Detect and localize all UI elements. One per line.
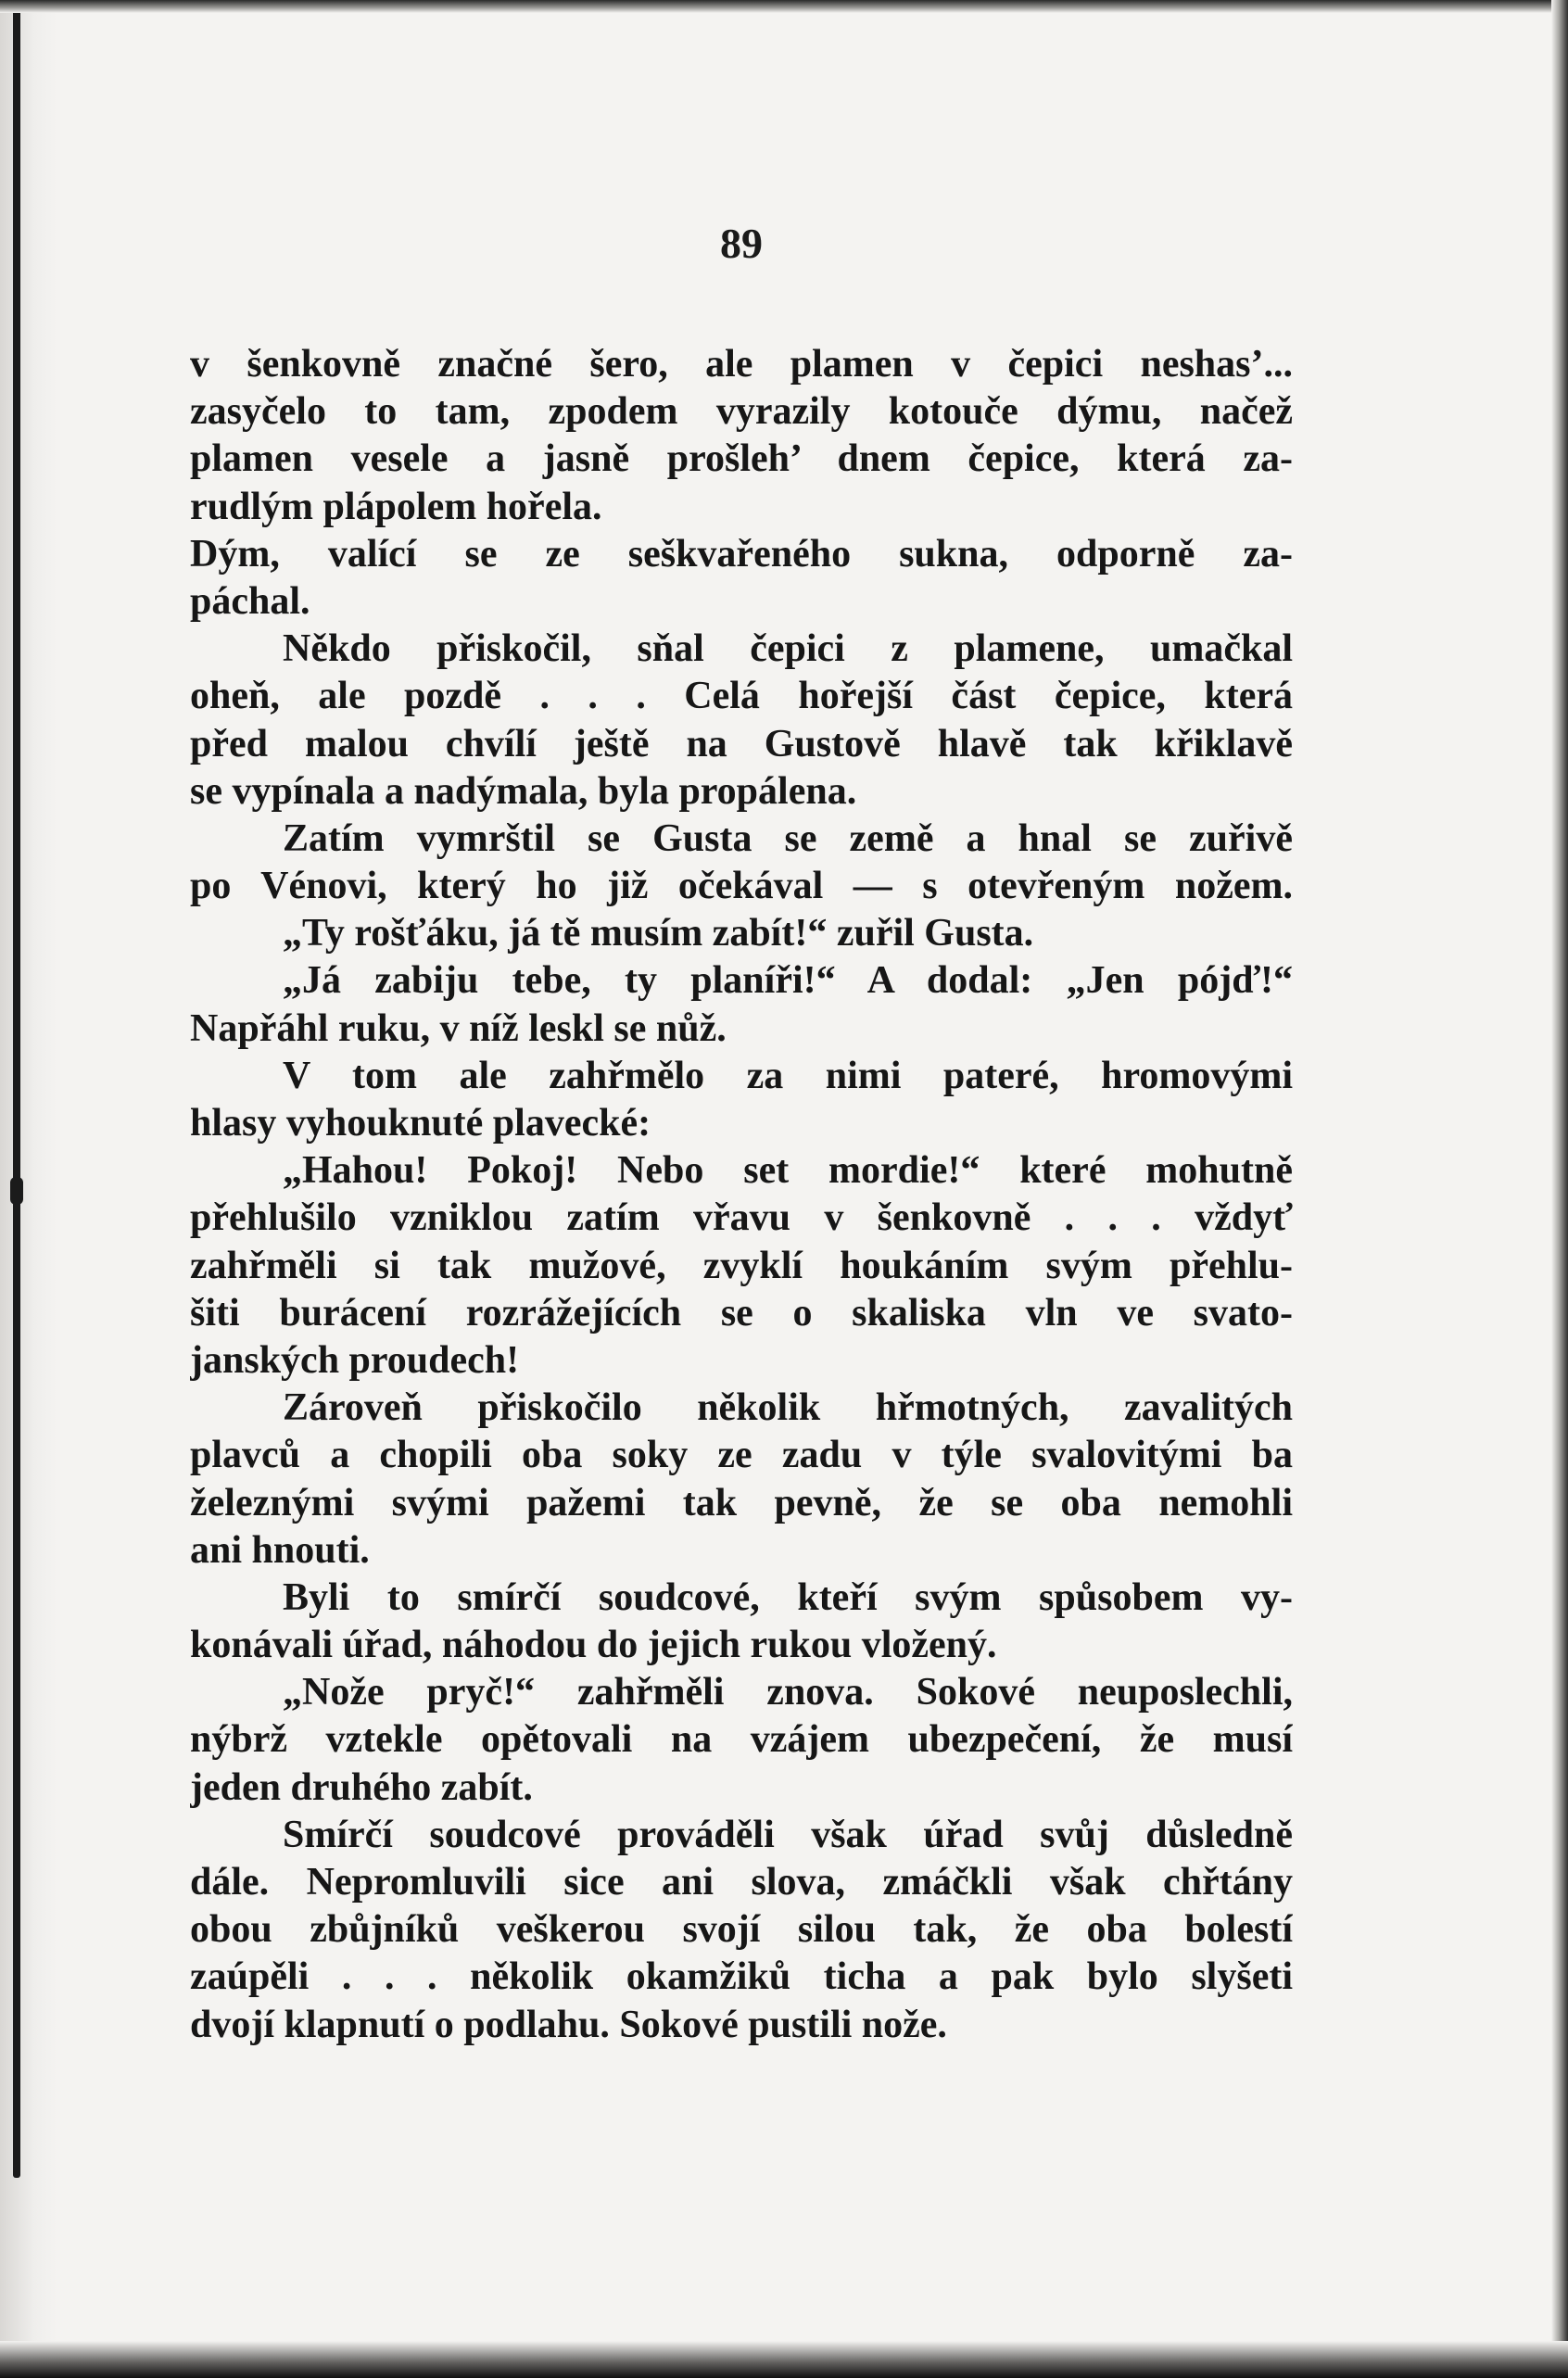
text-line: se vypínala a nadýmala, byla propálena. xyxy=(190,769,857,813)
text-line: přehlušilo vzniklou zatím vřavu v šenkovně . . . vždyť xyxy=(190,1196,1293,1240)
text-line: „Ty rošťáku, já tě musím zabít!“ zuřil Gusta. xyxy=(283,912,1034,955)
text-line: „Hahou! Pokoj! Nebo set mordie!“ které mohutně xyxy=(283,1149,1293,1193)
text-line: „Já zabiju tebe, ty planíři!“ A dodal: „Jen pójď!“ xyxy=(283,959,1293,1003)
text-line: nýbrž vztekle opětovali na vzájem ubezpečení, že musí xyxy=(190,1718,1293,1762)
bottom-page-edge xyxy=(0,2341,1568,2378)
text-line: Byli to smírčí soudcové, kteří svým spůsobem vy- xyxy=(283,1575,1293,1619)
text-line: před malou chvílí ještě na Gustově hlavě tak křiklavě xyxy=(190,722,1293,765)
text-line: páchal. xyxy=(190,579,310,623)
text-line: Zatím vymrštil se Gusta se země a hnal se zuřivě xyxy=(283,816,1293,860)
text-line: dále. Nepromluvili sice ani slova, zmáčkli však chřtány xyxy=(190,1861,1293,1904)
text-line: Dým, valící se ze seškvařeného sukna, odporně za- xyxy=(190,532,1293,576)
text-line: plavců a chopili oba soky ze zadu v týle svalovitými ba xyxy=(190,1434,1293,1477)
text-line: Napřáhl ruku, v níž leskl se nůž. xyxy=(190,1006,727,1050)
top-page-edge xyxy=(0,0,1568,13)
body-text xyxy=(190,341,1293,2049)
text-line: v šenkovně značné šero, ale plamen v čepici neshas’... xyxy=(190,343,1293,386)
text-line: Smírčí soudcové prováděli však úřad svůj důsledně xyxy=(283,1813,1293,1856)
text-line: železnými svými pažemi tak pevně, že se oba nemohli xyxy=(190,1481,1293,1524)
page-gutter-shadow xyxy=(0,0,57,2378)
right-page-edge xyxy=(1551,0,1568,2378)
text-line: Zároveň přiskočilo několik hřmotných, zavalitých xyxy=(283,1386,1293,1430)
text-line: V tom ale zahřmělo za nimi pateré, hromovými xyxy=(283,1054,1293,1097)
text-line: zahřměli si tak mužové, zvyklí houkáním svým přehlu- xyxy=(190,1244,1293,1287)
text-line: po Vénovi, který ho již očekával — s otevřeným nožem. xyxy=(190,865,1293,908)
page-number: 89 xyxy=(720,220,763,267)
text-line: zasyčelo to tam, zpodem vyrazily kotouče dýmu, načež xyxy=(190,390,1293,434)
text-line: ani hnouti. xyxy=(190,1528,370,1572)
text-line: oheň, ale pozdě . . . Celá hořejší část čepice, která xyxy=(190,675,1293,718)
text-line: zaúpěli . . . několik okamžiků ticha a pak bylo slyšeti xyxy=(190,1955,1293,1999)
binding-edge xyxy=(13,9,20,2178)
text-line: obou zbůjníků veškerou svojí silou tak, že oba bolestí xyxy=(190,1908,1293,1952)
text-line: konávali úřad, náhodou do jejich rukou vložený. xyxy=(190,1624,997,1667)
text-line: Někdo přiskočil, sňal čepici z plamene, umačkal xyxy=(283,627,1293,671)
text-line: plamen vesele a jasně prošleh’ dnem čepice, která za- xyxy=(190,437,1293,481)
text-line: janských proudech! xyxy=(190,1338,520,1382)
text-line: dvojí klapnutí o podlahu. Sokové pustili nože. xyxy=(190,2003,947,2046)
text-line: rudlým plápolem hořela. xyxy=(190,485,602,528)
text-line: „Nože pryč!“ zahřměli znova. Sokové neuposlechli, xyxy=(283,1671,1293,1714)
text-line: jeden druhého zabít. xyxy=(190,1765,533,1809)
text-line: šiti burácení rozrážejících se o skaliska vln ve svato- xyxy=(190,1291,1293,1334)
text-line: hlasy vyhouknuté plavecké: xyxy=(190,1102,651,1145)
